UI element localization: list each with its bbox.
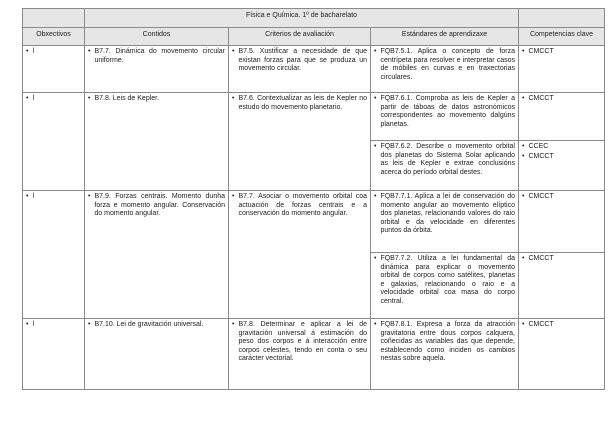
obxectivo-cell	[23, 46, 85, 93]
competencia-text: CMCCT	[528, 321, 554, 328]
criterio-text: B7.7. Asociar o movemento orbital coa actuación de forzas centrais e a conservación do momento angular.	[238, 193, 367, 218]
table-row	[23, 93, 605, 141]
bullet: •	[88, 48, 91, 55]
criterio-cell	[229, 46, 371, 93]
estandar-cell	[371, 93, 519, 141]
estandar-cell	[371, 191, 519, 253]
curriculum-table	[22, 8, 605, 390]
bullet: •	[522, 321, 525, 328]
estandar-text: FQB7.8.1. Expresa a forza da atracción gravitatoria entre dous corpos calquera, coñecidas as variables das que depende, establecendo como inciden os cambios nestas sobre aquela.	[380, 321, 515, 363]
estandar-cell	[371, 319, 519, 390]
competencia-text: CCEC	[528, 143, 549, 150]
contido-text: B7.7. Dinámica do movemento circular uniforme.	[94, 48, 225, 64]
header-obxectivos: Obxectivos	[23, 28, 85, 46]
contido-cell	[85, 46, 229, 93]
table-header-row	[23, 28, 605, 46]
obxectivo-text: l	[32, 321, 35, 328]
estandar-text: FQB7.7.1. Aplica a lei de conservación do momento angular ao movemento elíptico dos planetas, relacionando valores do raio orbital e da velocidade en diferentes puntos da órbita.	[380, 193, 515, 235]
bullet: •	[522, 193, 525, 200]
competencias-cell	[519, 93, 605, 141]
contido-text: B7.10. Lei de gravitación universal.	[94, 321, 204, 328]
bullet: •	[88, 321, 91, 328]
obxectivo-text: l	[32, 48, 35, 55]
table-row	[23, 46, 605, 93]
estandar-text: FQB7.7.2. Utiliza a lei fundamental da dinámica para explicar o movemento orbital de corpos como satélites, planetas e galaxias, relacionando o raio e a velocidade orbital coa masa do corpo central.	[380, 255, 515, 305]
obxectivo-cell	[23, 191, 85, 319]
obxectivo-cell	[23, 319, 85, 390]
estandar-text: FQB7.6.1. Comproba as leis de Kepler a partir de táboas de datos astronómicos correspondentes ao movemento dalgúns planetas.	[380, 95, 515, 128]
title-blank-cell	[23, 9, 85, 28]
contido-cell	[85, 191, 229, 319]
bullet: •	[26, 48, 29, 55]
table-row	[23, 191, 605, 253]
bullet: •	[26, 193, 29, 200]
bullet: •	[522, 48, 525, 55]
header-competencias: Competencias clave	[519, 28, 605, 46]
competencias-cell	[519, 141, 605, 191]
competencia-text: CMCCT	[528, 48, 554, 55]
table-title-row	[23, 9, 605, 28]
bullet: •	[374, 95, 377, 102]
bullet: •	[232, 193, 235, 200]
bullet: •	[374, 255, 377, 262]
estandar-text: FQB7.6.2. Describe o movemento orbital dos planetas do Sistema Solar aplicando as leis de Kepler e extrae conclusións acerca do período orbital destes.	[380, 143, 515, 176]
bullet: •	[88, 95, 91, 102]
bullet: •	[26, 95, 29, 102]
competencia-text: CMCCT	[528, 193, 554, 200]
bullet: •	[522, 95, 525, 102]
competencias-cell	[519, 46, 605, 93]
criterio-text: B7.6. Contextualizar as leis de Kepler no estudo do movemento planetario.	[238, 95, 367, 111]
estandar-cell	[371, 141, 519, 191]
title-blank-cell	[519, 9, 605, 28]
bullet: •	[522, 143, 525, 150]
bullet: •	[232, 321, 235, 328]
bullet: •	[232, 95, 235, 102]
bullet: •	[374, 193, 377, 200]
obxectivo-text: l	[32, 193, 35, 200]
bullet: •	[232, 48, 235, 55]
bullet: •	[374, 321, 377, 328]
contido-text: B7.9. Forzas centrais. Momento dunha forza e momento angular. Conservación do momento angular.	[94, 193, 225, 218]
obxectivo-text: l	[32, 95, 35, 102]
bullet: •	[88, 193, 91, 200]
estandar-cell	[371, 46, 519, 93]
table-row	[23, 319, 605, 390]
table-title: Física e Química. 1º de bacharelato	[85, 9, 519, 28]
competencias-cell	[519, 191, 605, 253]
criterio-text: B7.5. Xustificar a necesidade de que existan forzas para que se produza un movemento circular.	[238, 48, 367, 73]
obxectivo-cell	[23, 93, 85, 191]
header-contidos: Contidos	[85, 28, 229, 46]
bullet: •	[26, 321, 29, 328]
criterio-cell	[229, 93, 371, 191]
bullet: •	[374, 143, 377, 150]
criterio-cell	[229, 319, 371, 390]
contido-text: B7.8. Leis de Kepler.	[94, 95, 160, 102]
contido-cell	[85, 319, 229, 390]
bullet: •	[374, 48, 377, 55]
competencia-text: CMCCT	[528, 152, 554, 160]
estandar-text: FQB7.5.1. Aplica o concepto de forza centrípeta para resolver e interpretar casos de móbiles en curvas e en traxectorias circulares.	[380, 48, 515, 81]
criterio-text: B7.8. Determinar e aplicar a lei de gravitación universal á estimación do peso dos corpos e á interacción entre corpos celestes, tendo en conta o seu carácter vectorial.	[238, 321, 367, 363]
competencias-cell	[519, 253, 605, 319]
competencia-text: CMCCT	[528, 95, 554, 102]
competencia-text: CMCCT	[528, 255, 554, 262]
competencias-cell	[519, 319, 605, 390]
estandar-cell	[371, 253, 519, 319]
bullet: •	[522, 152, 525, 160]
criterio-cell	[229, 191, 371, 319]
header-criterios: Criterios de avaliación	[229, 28, 371, 46]
bullet: •	[522, 255, 525, 262]
header-estandares: Estándares de aprendizaxe	[371, 28, 519, 46]
contido-cell	[85, 93, 229, 191]
